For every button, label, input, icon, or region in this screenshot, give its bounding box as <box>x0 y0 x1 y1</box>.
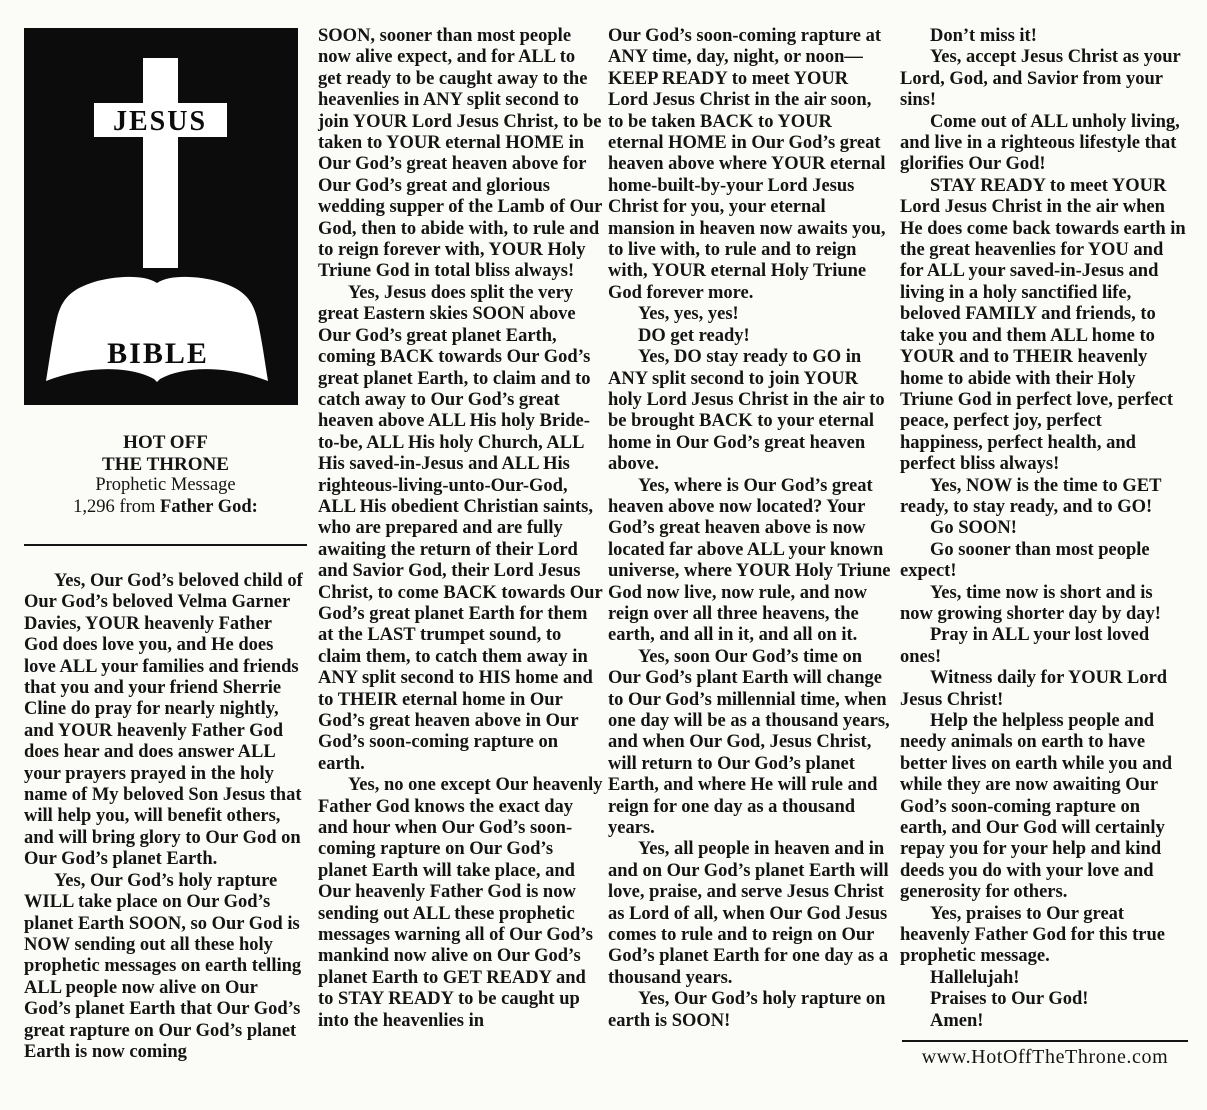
body-paragraph: Yes, yes, yes! <box>638 304 739 325</box>
column-1-text <box>24 571 307 1063</box>
text-column-1 <box>24 28 307 1063</box>
body-paragraph: Yes, soon Our God’s time on Our God’s plant Earth will change to Our God’s millennial time, when one day will be as a thousand years, and when Our God, Jesus Christ, will return to Our God’s planet Earth, and where He will rule and reign for one day as a thousand years. <box>608 646 890 839</box>
body-paragraph: Yes, Jesus does split the very great Eastern skies SOON above Our God’s great planet Earth, coming BACK towards Our God’s great planet Earth, to claim and to catch away to Our God’s great heaven above ALL His holy Bride-to-be, ALL His holy Church, ALL His saved-in-Jesus and ALL His righteous-living-unto-Our-God, ALL His obedient Christian saints, who are prepared and are fully awaiting the return of their Lord and Savior God, their Lord Jesus Christ, to come BACK towards Our God’s great planet Earth for them at the LAST trumpet sound, to claim them, to catch them away in ANY split second to HIS home and to THEIR eternal home in Our God’s great heaven above in Our God’s soon-coming rapture on earth. <box>318 282 603 774</box>
body-paragraph: Yes, DO stay ready to GO in ANY split second to join YOUR holy Lord Jesus Christ in the air to be brought BACK to your eternal home in Our God’s great heaven above. <box>608 347 885 475</box>
body-paragraph: Help the helpless people and needy animals on earth to have better lives on earth while you and while they are now awaiting Our God’s soon-coming rapture on earth, and Our God will certainly repay you for your help and kind deeds you do with your love and generosity for others. <box>900 711 1173 903</box>
body-paragraph: STAY READY to meet YOUR Lord Jesus Christ in the air when He does come back towards earth in the great heavenlies for YOU and for ALL your saved-in-Jesus and living in a holy sanctified life, beloved FAMILY and friends, to take you and them ALL home to YOUR and to THEIR heavenly home to abide with their Holy Triune God in perfect love, perfect peace, perfect joy, perfect happiness, perfect health, and perfect bliss always! <box>900 175 1186 475</box>
cross-vertical-bar-icon <box>143 58 178 268</box>
bible-label: BIBLE <box>107 337 209 370</box>
body-paragraph: Pray in ALL your lost loved ones! <box>900 625 1150 667</box>
website-url: www.HotOffTheThrone.com <box>921 1046 1169 1068</box>
body-paragraph: Hallelujah! <box>930 967 1020 988</box>
masthead <box>24 432 307 518</box>
body-paragraph: Yes, no one except Our heavenly Father God knows the exact day and hour when Our God’s soon-coming rapture on Our God’s planet Earth will take place, and Our heavenly Father God is now sending out ALL these prophetic messages warning all of Our God’s mankind now alive on Our God’s planet Earth to GET READY and to STAY READY to be caught up into the heavenlies in <box>318 775 603 1031</box>
body-paragraph: Yes, where is Our God’s great heaven above now located? Your God’s great heaven above is now located far above ALL your known universe, where YOUR Holy Triune God now live, now rule, and now reign over all three heavens, the earth, and all in it, and all on it. <box>608 475 891 646</box>
body-paragraph: SOON, sooner than most people now alive expect, and for ALL to get ready to be caught away to the heavenlies in ANY split second to join YOUR Lord Jesus Christ, to be taken to YOUR eternal HOME in Our God’s great heaven above for Our God’s great and glorious wedding supper of the Lamb of Our God, then to abide with, to rule and to reign forever with, YOUR Holy Triune God in total bliss always! <box>318 26 603 282</box>
body-paragraph: Yes, time now is short and is now growing shorter day by day! <box>900 582 1161 624</box>
body-paragraph: Come out of ALL unholy living, and live in a righteous lifestyle that glorifies Our God! <box>900 111 1180 175</box>
masthead-title-line1: HOT OFF <box>123 432 208 453</box>
body-paragraph: Yes, Our God’s beloved child of Our God’s beloved Velma Garner Davies, YOUR heavenly Father God does love you, and He does love ALL your families and friends that you and your friend Sherrie Cline do pray for nearly nightly, and YOUR heavenly Father God does hear and does answer ALL your prayers prayed in the holy name of My beloved Son Jesus that will help you, will benefit others, and will bring glory to Our God on Our God’s planet Earth. <box>24 571 303 870</box>
jesus-bible-emblem <box>24 28 298 405</box>
body-paragraph: Our God’s soon-coming rapture at ANY time, day, night, or noon—KEEP READY to meet YOUR Lord Jesus Christ in the air soon, to be taken BACK to YOUR eternal HOME in Our God’s great heaven above where YOUR eternal home-built-by-your Lord Jesus Christ for you, your eternal mansion in heaven now awaits you, to live with, to rule and to reign with, YOUR eternal Holy Triune God forever more. <box>608 26 886 303</box>
body-paragraph: Yes, all people in heaven and in and on Our God’s planet Earth will love, praise, and serve Jesus Christ as Lord of all, when Our God Jesus comes to rule and to reign on Our God’s planet Earth for one day as a thousand years. <box>608 839 889 988</box>
body-paragraph: Amen! <box>930 1010 984 1031</box>
body-paragraph: DO get ready! <box>638 325 750 346</box>
masthead-title-line2: THE THRONE <box>102 453 229 475</box>
body-paragraph: Yes, Our God’s holy rapture WILL take place on Our God’s planet Earth SOON, so Our God is NOW sending out all these holy prophetic messages on earth telling ALL people now alive on Our God’s planet Earth that Our God’s great rapture on Our God’s planet Earth is now coming <box>24 870 302 1062</box>
masthead-divider <box>24 544 307 546</box>
body-paragraph: Yes, accept Jesus Christ as your Lord, God, and Savior from your sins! <box>900 47 1181 111</box>
body-paragraph: Yes, Our God’s holy rapture on earth is SOON! <box>608 989 886 1031</box>
body-paragraph: Go sooner than most people expect! <box>900 539 1150 582</box>
masthead-subtitle: Prophetic Message <box>95 475 236 495</box>
text-column-2 <box>318 26 603 1032</box>
body-paragraph: Go SOON! <box>930 518 1017 539</box>
footer <box>902 1040 1188 1069</box>
masthead-issue-line <box>24 497 307 519</box>
issue-number: 1,296 from <box>73 496 161 517</box>
body-paragraph: Don’t miss it! <box>930 26 1037 46</box>
body-paragraph: Witness daily for YOUR Lord Jesus Christ! <box>900 668 1168 710</box>
text-column-4 <box>900 26 1188 1032</box>
issue-author: Father God: <box>160 496 258 517</box>
text-column-3 <box>608 26 891 1032</box>
body-paragraph: Yes, NOW is the time to GET ready, to stay ready, and to GO! <box>900 475 1162 517</box>
body-paragraph: Praises to Our God! <box>930 989 1089 1010</box>
cross-label: JESUS <box>112 106 208 137</box>
body-paragraph: Yes, praises to Our great heavenly Father God for this true prophetic message. <box>900 903 1165 967</box>
